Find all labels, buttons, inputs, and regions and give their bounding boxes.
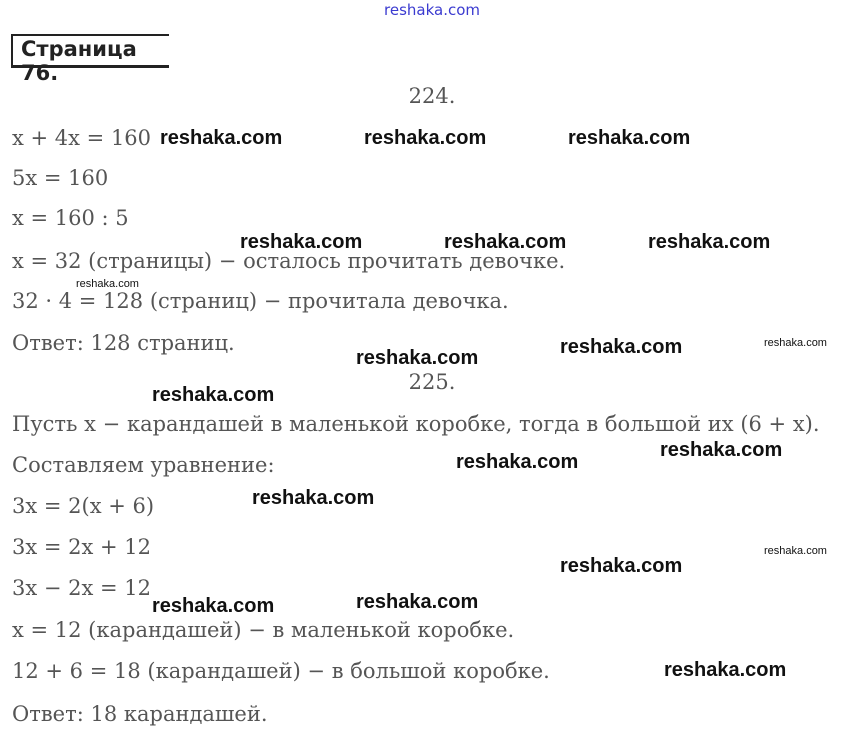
watermark: reshaka.com <box>160 127 283 149</box>
watermark: reshaka.com <box>240 231 363 253</box>
page-label: Страница 76. <box>11 34 169 68</box>
answer-line: Ответ: 18 карандашей. <box>12 702 268 726</box>
watermark: reshaka.com <box>364 127 487 149</box>
equation-line: x + 4x = 160 <box>12 126 152 150</box>
equation-line: 5x = 160 <box>12 166 109 190</box>
watermark: reshaka.com <box>356 347 479 369</box>
site-header[interactable]: reshaka.com <box>384 1 480 19</box>
watermark-small: reshaka.com <box>76 278 139 290</box>
watermark: reshaka.com <box>152 595 275 617</box>
watermark: reshaka.com <box>444 231 567 253</box>
problem-title-225: 225. <box>408 370 456 394</box>
watermark: reshaka.com <box>648 231 771 253</box>
solution-line: x = 32 (страницы) − осталось прочитать девочке. <box>12 249 566 273</box>
watermark-small: reshaka.com <box>764 337 827 349</box>
watermark: reshaka.com <box>252 487 375 509</box>
watermark: reshaka.com <box>560 336 683 358</box>
watermark: reshaka.com <box>664 659 787 681</box>
watermark: reshaka.com <box>568 127 691 149</box>
watermark-small: reshaka.com <box>764 545 827 557</box>
condition-line: Пусть x − карандашей в маленькой коробке, тогда в большой их (6 + x). <box>12 412 820 436</box>
solution-line: 32 · 4 = 128 (страниц) − прочитала девочка. <box>12 289 509 313</box>
text-line: Составляем уравнение: <box>12 453 275 477</box>
equation-line: 3x = 2(x + 6) <box>12 494 155 518</box>
equation-line: 3x − 2x = 12 <box>12 576 152 600</box>
solution-line: x = 12 (карандашей) − в маленькой коробке. <box>12 618 515 642</box>
equation-line: x = 160 : 5 <box>12 206 129 230</box>
watermark: reshaka.com <box>456 451 579 473</box>
watermark: reshaka.com <box>560 555 683 577</box>
answer-line: Ответ: 128 страниц. <box>12 331 235 355</box>
problem-title-224: 224. <box>408 84 456 108</box>
equation-line: 3x = 2x + 12 <box>12 535 152 559</box>
watermark: reshaka.com <box>356 591 479 613</box>
watermark: reshaka.com <box>660 439 783 461</box>
watermark: reshaka.com <box>152 384 275 406</box>
solution-line: 12 + 6 = 18 (карандашей) − в большой коробке. <box>12 659 550 683</box>
